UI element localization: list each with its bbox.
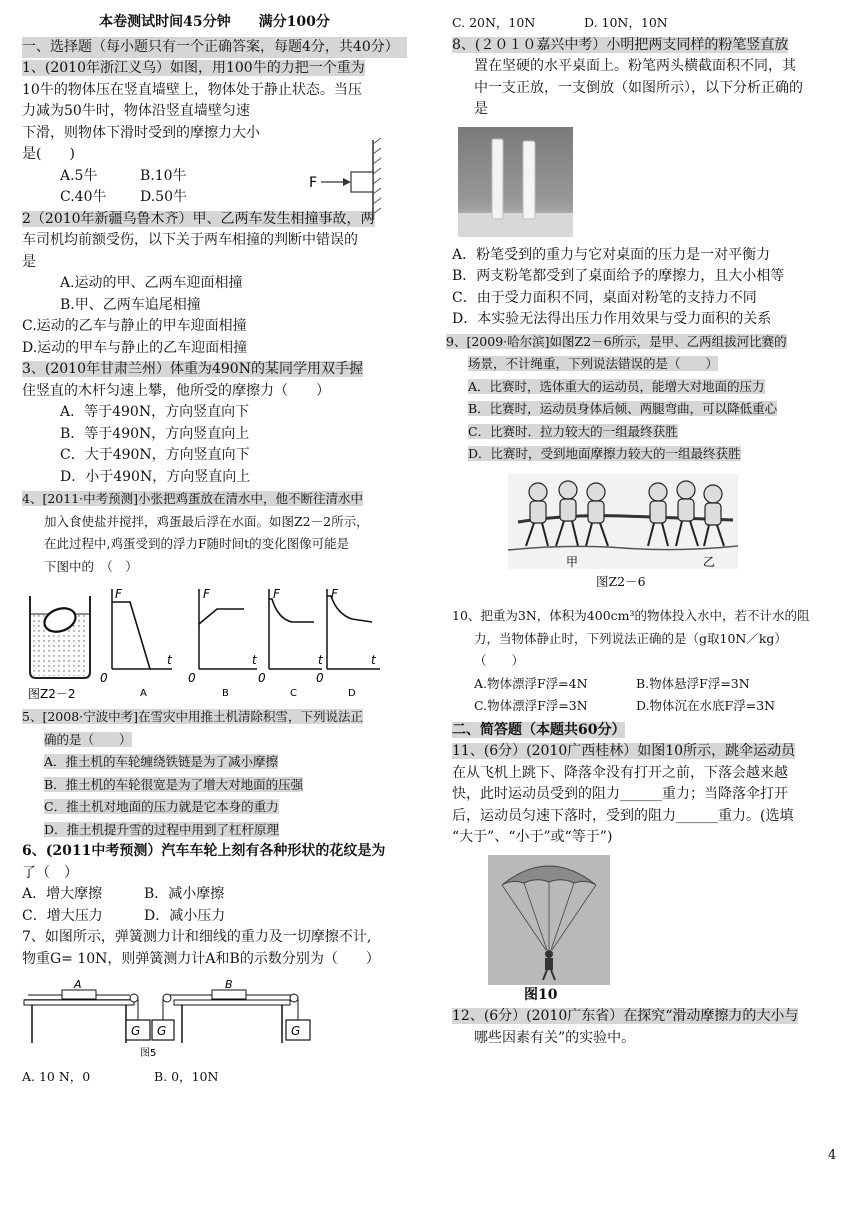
question-text: 9、[2009·哈尔滨]如图Z2－6所示，是甲、乙两组拔河比赛的	[446, 333, 787, 349]
question-6	[22, 841, 407, 927]
q7-options-continued	[452, 12, 842, 35]
graph-label: B	[222, 688, 229, 699]
svg-text:t: t	[167, 653, 172, 667]
question-text: 3、(2010年甘肃兰州）体重为490N的某同学用双手握	[22, 361, 363, 377]
figure-caption: 图Z2－2	[28, 687, 76, 701]
graph-b	[188, 587, 258, 699]
question-text: 11、(6分）(2010广西桂林）如图10所示，跳伞运动员	[452, 743, 796, 759]
question-text: 是	[22, 253, 36, 270]
option-a: A．比赛时，选体重大的运动员，能增大对地面的压力	[468, 378, 765, 394]
question-text: 哪些因素有关”的实验中。	[474, 1029, 636, 1046]
page-number: 4	[828, 1148, 837, 1163]
question-text: 在此过程中,鸡蛋受到的浮力F随时间t的变化图像可能是	[44, 536, 350, 551]
option-a: A.运动的甲、乙两车迎面相撞	[60, 275, 243, 291]
question-1	[22, 58, 407, 209]
option-c: C．增大压力	[22, 907, 103, 924]
question-text: 场景，不计绳重，下列说法错误的是（ ）	[468, 356, 719, 371]
graph-label: C	[290, 688, 297, 699]
svg-text:0: 0	[188, 671, 196, 685]
svg-text:F: F	[331, 587, 338, 601]
option-c: C．比赛时．拉力较大的一组最终获胜	[468, 423, 678, 439]
options-row	[452, 695, 842, 718]
option-a: A．等于490N，方向竖直向下	[60, 404, 250, 420]
option-b: B.甲、乙两车追尾相撞	[60, 296, 201, 313]
option-a: A．增大摩擦	[22, 886, 103, 902]
right-column	[446, 12, 842, 1049]
option-b: B．等于490N，方向竖直向上	[60, 425, 250, 442]
option-b: B．两支粉笔都受到了桌面给予的摩擦力，且大小相等	[452, 268, 785, 284]
question-text: 车司机均前额受伤，以下关于两车相撞的判断中错误的	[22, 232, 358, 248]
question-text: 2（2010年新疆乌鲁木齐）甲、乙两车发生相撞事故，两	[22, 210, 375, 227]
question-text: 下图中的 （ ）	[44, 558, 138, 574]
svg-text:G: G	[291, 1024, 301, 1038]
option-b: B.物体悬浮F浮=3N	[636, 675, 750, 691]
option-d: D.物体沉在水底F浮=3N	[636, 698, 776, 713]
question-text: 后，运动员匀速下落时，受到的阻力______重力。(选填	[452, 807, 794, 824]
option-d: D．本实验无法得出压力作用效果与受力面积的关系	[452, 311, 772, 327]
chalk-photo	[458, 127, 573, 237]
question-text: 10、把重为3N，体积为400cm³的物体投入水中，若不计水的阻	[452, 608, 810, 623]
question-2	[22, 209, 407, 360]
question-11	[452, 741, 842, 1006]
svg-text:0: 0	[316, 671, 324, 685]
graph-d	[316, 587, 380, 699]
question-text: 了（ ）	[22, 864, 78, 881]
svg-text:0: 0	[258, 671, 266, 685]
option-b: B.10牛	[140, 167, 187, 184]
section1-title: 一、选择题（每小题只有一个正确答案，每题4分，共40分）	[22, 37, 407, 59]
question-text: 1、(2010年浙江义乌）如图，用100牛的力把一个重为	[22, 60, 365, 76]
force-label: F	[309, 175, 318, 191]
spring-scale-setup-b	[152, 978, 310, 1043]
question-text: “大于”、“小于”或“等于”)	[452, 829, 613, 845]
option-b: B．减小摩擦	[144, 886, 225, 902]
svg-text:F: F	[203, 587, 210, 601]
question-text: 10牛的物体压在竖直墙壁上，物体处于静止状态。当压	[22, 81, 362, 98]
question-text: 确的是（ ）	[44, 731, 132, 747]
option-c: C.40牛	[60, 189, 107, 205]
question-text: 是( )	[22, 146, 75, 162]
question-4	[22, 488, 407, 704]
svg-text:t: t	[318, 653, 323, 667]
svg-text:0: 0	[100, 671, 108, 685]
option-d: D．小于490N，方向竖直向上	[60, 468, 251, 485]
option-d: D.50牛	[140, 189, 187, 205]
left-column	[22, 12, 407, 1089]
question-text: 7、如图所示，弹簧测力计和细线的重力及一切摩擦不计,	[22, 929, 372, 945]
options-row	[22, 884, 407, 906]
question-text: 8、(２０１０嘉兴中考）小明把两支同样的粉笔竖直放	[452, 36, 789, 53]
svg-text:F: F	[115, 587, 122, 601]
svg-text:F: F	[273, 587, 280, 601]
options-row	[452, 673, 842, 696]
parachute-photo	[488, 855, 610, 985]
question-text: 力，当物体静止时，下列说法正确的是（g取10N／kg）	[474, 630, 787, 646]
team-label-b: 乙	[703, 554, 716, 569]
figure-caption: 图Z2－6	[596, 573, 646, 589]
graph-label: D	[348, 688, 356, 699]
option-c: C．推土机对地面的压力就是它本身的重力	[44, 799, 279, 814]
svg-text:t: t	[252, 653, 257, 667]
option-d: D．推土机提升雪的过程中用到了杠杆原理	[44, 821, 280, 837]
question-10	[452, 605, 842, 718]
scale-label-a: A	[74, 978, 82, 991]
buoyancy-graphs-figure	[22, 584, 382, 704]
figure-caption: 图10	[524, 986, 558, 1003]
question-text: 住竖直的木杆匀速上攀，他所受的摩擦力（ ）	[22, 382, 330, 399]
option-a: A. 10 N，0	[22, 1069, 91, 1084]
spring-scale-figure	[22, 978, 407, 1060]
beaker-with-egg	[30, 596, 90, 678]
option-d: D．减小压力	[144, 907, 226, 924]
team-label-a: 甲	[566, 554, 579, 569]
option-d: D.运动的甲车与静止的乙车迎面相撞	[22, 339, 248, 356]
option-a: A.5牛	[60, 167, 98, 184]
question-text: 加入食使盐并搅拌，鸡蛋最后浮在水面。如图Z2－2所示，	[44, 513, 369, 529]
scale-label-b: B	[225, 978, 233, 991]
options-row	[22, 1066, 407, 1089]
option-c: C．大于490N，方向竖直向下	[60, 447, 250, 463]
option-c: C. 20N，10N	[452, 15, 536, 30]
spring-scale-setup-a	[24, 978, 150, 1043]
question-text: 是	[474, 101, 488, 117]
question-text: 力减为50牛时，物体沿竖直墙壁匀速	[22, 103, 250, 119]
question-text: 6、(2011中考预测）汽车车轮上刻有各种形状的花纹是为	[22, 843, 386, 859]
graph-label: A	[140, 688, 147, 699]
question-text: 物重G= 10N，则弹簧测力计A和B的示数分别为（ ）	[22, 950, 380, 967]
question-text: 4、[2011·中考预测]小张把鸡蛋放在清水中，他不断往清水中	[22, 491, 363, 506]
svg-text:G: G	[131, 1024, 141, 1038]
question-text: 快，此时运动员受到的阻力______重力；当降落伞打开	[452, 786, 788, 802]
options-row	[22, 906, 407, 928]
graph-c	[258, 587, 324, 699]
option-c: C.物体漂浮F浮=3N	[474, 698, 588, 713]
option-b: B. 0，10N	[154, 1069, 219, 1084]
question-text: 12、(6分）(2010广东省）在探究“滑动摩擦力的大小与	[452, 1008, 799, 1024]
question-text: 置在坚硬的水平桌面上。粉笔两头横截面积不同，其	[474, 58, 796, 74]
question-text: 5、[2008·宁波中考]在雪灾中用推土机清除积雪，下列说法正	[22, 709, 363, 724]
question-5	[22, 706, 407, 841]
svg-text:G: G	[157, 1024, 167, 1038]
question-text: （ ）	[474, 653, 525, 668]
option-a: A．推土机的车轮缠绕铁链是为了减小摩擦	[44, 754, 279, 769]
graph-a	[100, 587, 173, 699]
question-3	[22, 359, 407, 488]
option-c: C.运动的乙车与静止的甲车迎面相撞	[22, 318, 247, 334]
question-8	[452, 35, 842, 331]
page-title: 本卷测试时间45分钟 满分100分	[99, 14, 330, 30]
option-a: A．粉笔受到的重力与它对桌面的压力是一对平衡力	[452, 246, 771, 263]
section2-title: 二、简答题（本题共60分）	[452, 721, 626, 738]
svg-text:t: t	[371, 653, 376, 667]
option-d: D. 10N，10N	[584, 15, 668, 30]
question-text: 中一支正放，一支倒放（如图所示），以下分析正确的	[474, 79, 803, 96]
question-12	[452, 1006, 842, 1049]
figure-caption: 图5	[140, 1048, 157, 1059]
question-9	[446, 331, 842, 594]
option-b: B．比赛时，运动员身体后倾、两腿弯曲，可以降低重心	[468, 401, 778, 416]
tug-of-war-illustration	[508, 474, 738, 569]
option-a: A.物体漂浮F浮=4N	[474, 675, 588, 691]
question-text: 下滑，则物体下滑时受到的摩擦力大小	[22, 124, 260, 141]
option-b: B．推土机的车轮很宽是为了增大对地面的压强	[44, 776, 304, 792]
question-text: 在从飞机上跳下、降落伞没有打开之前，下落会越来越	[452, 764, 788, 781]
option-d: D．比赛时，受到地面摩擦力较大的一组最终获胜	[468, 446, 741, 461]
wall-force-diagram	[307, 138, 382, 223]
option-c: C．由于受力面积不同，桌面对粉笔的支持力不同	[452, 289, 757, 306]
question-7	[22, 927, 407, 1089]
